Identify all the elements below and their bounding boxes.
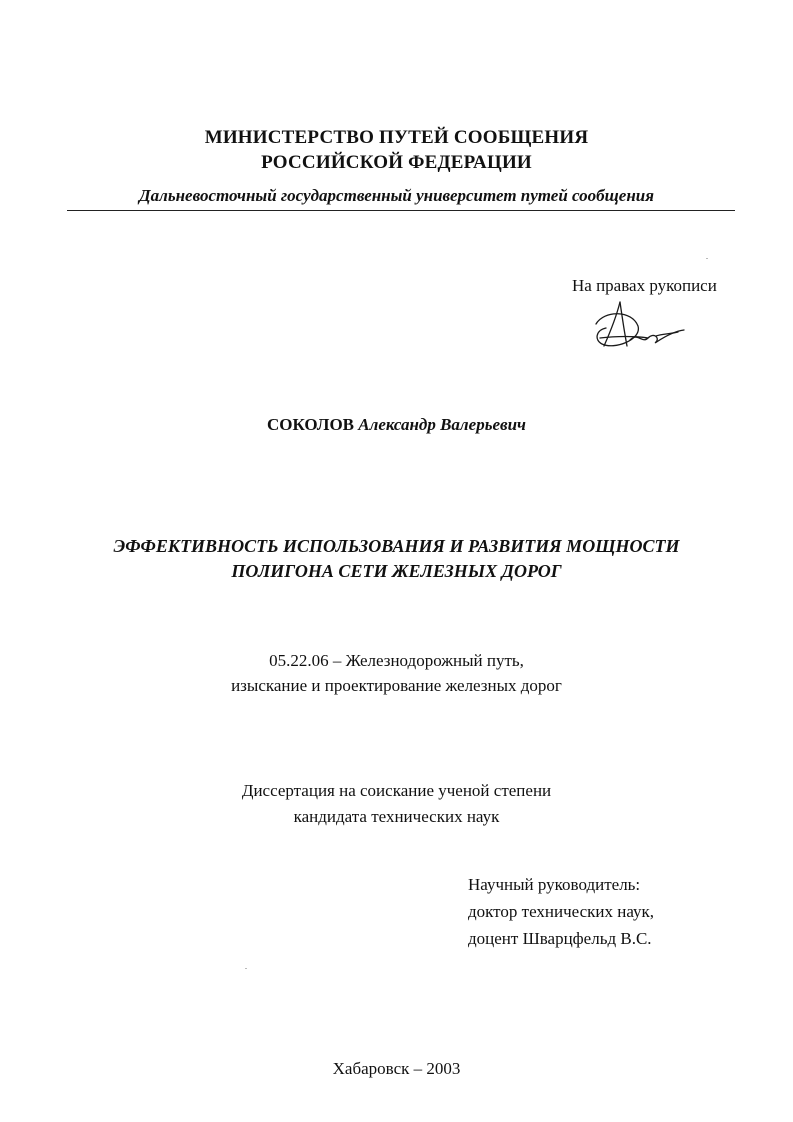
specialty-line-2: изыскание и проектирование железных дорог [231,676,562,695]
signature-icon [590,300,686,352]
manuscript-rights-note: На правах рукописи [572,276,717,295]
degree-line-1: Диссертация на соискание ученой степени [241,781,552,800]
author-surname: СОКОЛОВ [267,415,355,434]
scan-speck [706,258,708,259]
specialty-code [0,648,793,698]
header-divider [67,210,735,211]
scan-speck [245,968,247,969]
advisor-line-3: доцент Шварцфельд В.С. [468,929,652,948]
scientific-advisor [468,871,654,952]
ministry-header [0,125,793,175]
ministry-line-1: МИНИСТЕРСТВО ПУТЕЙ СООБЩЕНИЯ [204,127,589,148]
degree-statement [0,778,793,830]
title-line-2: ПОЛИГОНА СЕТИ ЖЕЛЕЗНЫХ ДОРОГ [231,561,562,581]
university-name: Дальневосточный государственный университет путей сообщения [138,186,654,205]
degree-line-2: кандидата технических наук [293,807,500,826]
advisor-line-2: доктор технических наук, [468,902,655,921]
advisor-line-1: Научный руководитель: [468,875,641,894]
city-year: Хабаровск – 2003 [332,1059,461,1078]
author-name [0,415,793,435]
author-given-names: Александр Валерьевич [358,415,526,434]
dissertation-title [0,534,793,584]
specialty-line-1: 05.22.06 – Железнодорожный путь, [269,651,524,670]
title-line-1: ЭФФЕКТИВНОСТЬ ИСПОЛЬЗОВАНИЯ И РАЗВИТИЯ МОЩНОСТИ [113,536,680,556]
ministry-line-2: РОССИЙСКОЙ ФЕДЕРАЦИИ [261,152,532,173]
